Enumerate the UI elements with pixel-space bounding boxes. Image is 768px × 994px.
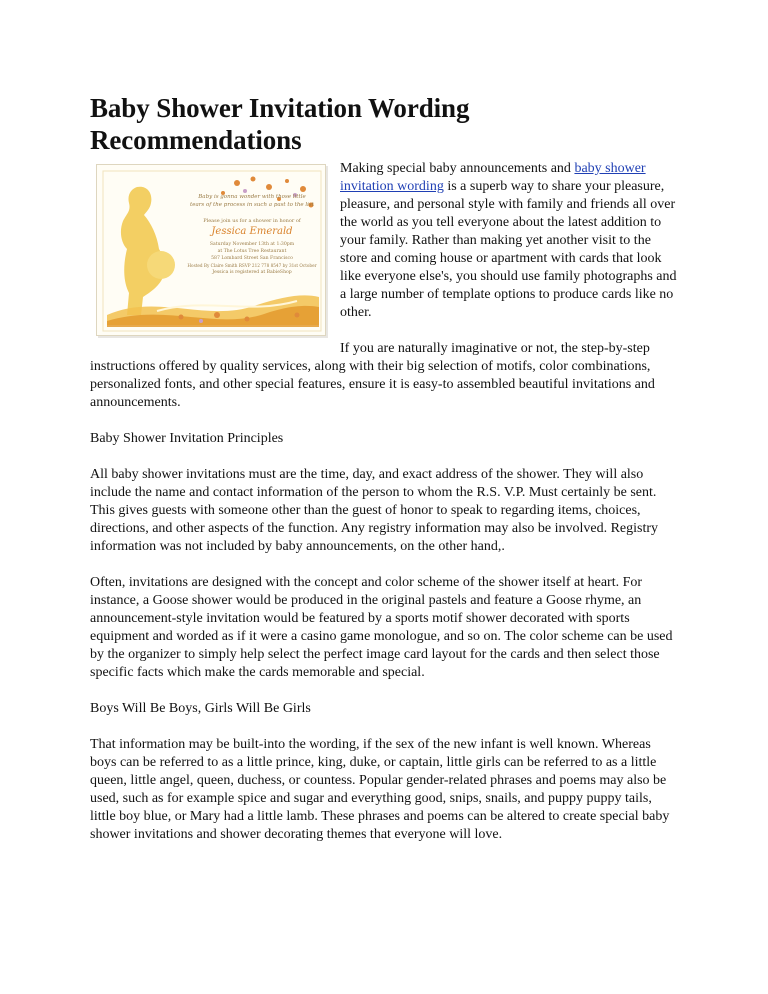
page-title: Baby Shower Invitation Wording Recommendations xyxy=(90,93,470,155)
document-page xyxy=(90,92,678,844)
card-line-5: Saturday November 13th at 1:30pm xyxy=(209,242,295,247)
card-line-2: tears of the process in such a past to the list xyxy=(190,202,314,208)
card-line-6: at The Lotus Tree Restaurant xyxy=(217,249,287,254)
card-line-3: Please join us for a shower in honor of xyxy=(203,218,301,224)
paragraph-gender-wording: That information may be built-into the wording, if the sex of the new infant is well known. Whereas boys can be referred to as a little prince, king, duke, or captain, little girls can be referred to as a little queen, little angel, queen, duchess, or countess. Popular gender-related phrases and poems may also be used, such as for example spice and sugar and everything good, snips, snails, and puppy puppy tails, little boy blue, or Mary had a little lamb. These phrases and poems can be altered to create special baby shower invitations and shower decorating themes that everyone will love. xyxy=(90,737,670,842)
intro-text-before: Making special baby announcements and xyxy=(340,161,575,176)
paragraph-principles: All baby shower invitations must are the time, day, and exact address of the shower. They will also include the name and contact information of the person to whom the R.S. V.P. Must certainly be sent. This gives guests with someone other than the guest of honor to speak to regarding items, choices, directions, and other aspects of the function. Any registry information may also be involved. Registry information was not included by baby announcements, on the other hand,. xyxy=(90,467,659,554)
heading-boys-girls: Boys Will Be Boys, Girls Will Be Girls xyxy=(90,701,311,716)
paragraph-themes: Often, invitations are designed with the concept and color scheme of the shower itself at heart. For instance, a Goose shower would be produced in the original pastels and feature a Goose rhyme, an announcement-style invitation would be featured by a sports motif shower decorated with sports equipment and worded as if it were a casino game monologue, and so on. The color scheme can be used by the organizer to simply help select the perfect image card layout for the cards and then select those specific facts which make the cards memorable and special. xyxy=(90,575,673,680)
intro-text-after: is a superb way to share your pleasure, pleasure, and personal style with family and friends all over the world as you tell everyone about the latest addition to your family. Rather than making yet another visit to the store and coming house or apartment with cards that look like everyone else's, you should use family photographs and a large number of template options to produce cards like no other. xyxy=(340,179,677,320)
card-line-7: 587 Lombard Street San Francisco xyxy=(211,256,293,261)
invitation-card xyxy=(96,164,326,336)
baby-shower-invitation-wording-link[interactable]: baby shower invitation wording xyxy=(340,161,646,194)
invitation-card-image xyxy=(96,164,328,340)
card-line-1: Baby is gonna wonder with those little xyxy=(198,194,306,200)
card-line-8: Hosted By Claire Smith RSVP 212 778 8547 by 31st October xyxy=(187,263,317,268)
card-line-9: Jessica is registered at BabieShop xyxy=(212,270,292,275)
paragraph-instructions: If you are naturally imaginative or not, the step-by-step instructions offered by quality services, along with their big selection of motifs, color combinations, personalized fonts, and other special features, ensure it is easy-to assembled beautiful invitations and announcements. xyxy=(90,341,655,410)
heading-principles: Baby Shower Invitation Principles xyxy=(90,431,284,446)
card-honoree: Jessica Emerald xyxy=(211,226,293,237)
